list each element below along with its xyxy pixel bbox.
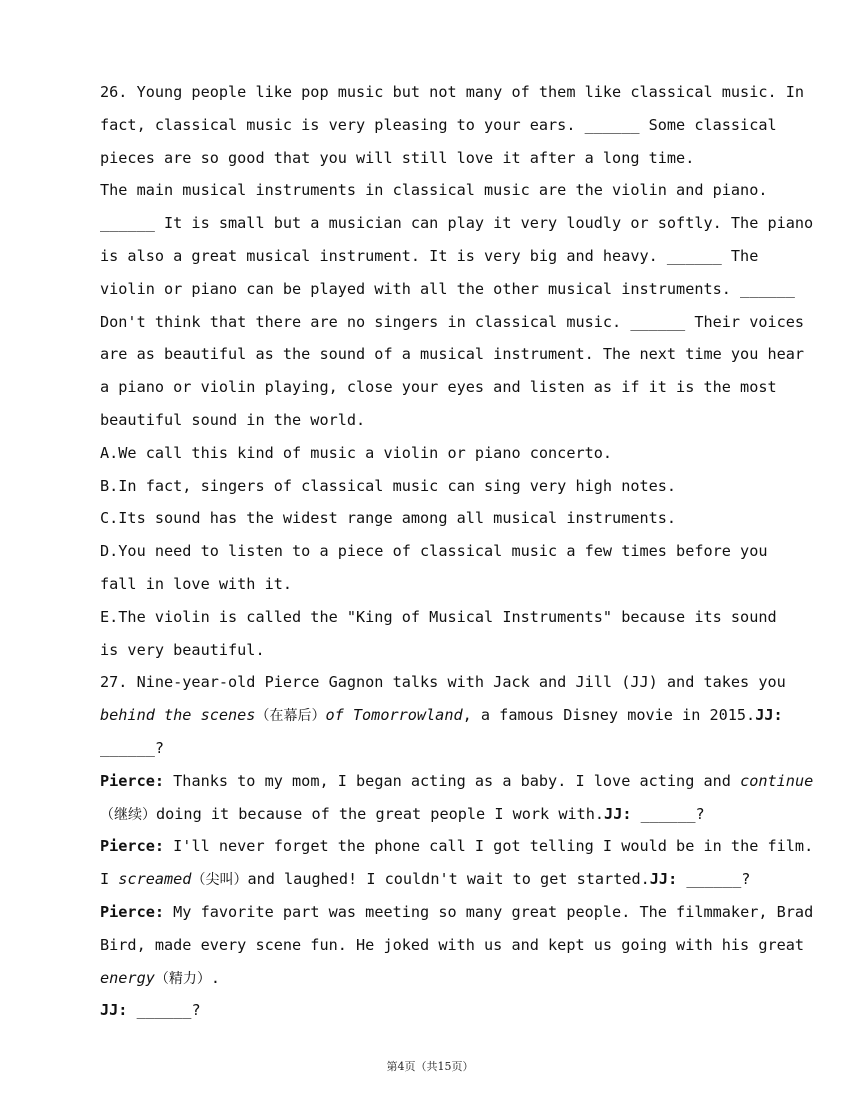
italic-term: energy bbox=[100, 968, 155, 987]
passage-line: Don't think that there are no singers in classical music. ______ Their voices bbox=[100, 312, 805, 331]
italic-term: of Tomorrowland bbox=[325, 706, 463, 725]
pierce-answer-2-cont bbox=[100, 867, 770, 900]
speaker-pierce: Pierce: bbox=[100, 902, 165, 921]
question-26 bbox=[100, 80, 814, 670]
speaker-jj: JJ: bbox=[604, 804, 632, 823]
passage-line: pieces are so good that you will still love it after a long time. bbox=[100, 148, 695, 167]
passage-line: is also a great musical instrument. It is very big and heavy. ______ The bbox=[100, 246, 759, 265]
pierce-answer-3 bbox=[100, 900, 814, 933]
passage-line: 26. Young people like pop music but not many of them like classical music. In bbox=[100, 83, 805, 101]
pierce-answer-2 bbox=[100, 834, 814, 867]
passage-line: violin or piano can be played with all the other musical instruments. ______ bbox=[100, 279, 795, 298]
passage-line: The main musical instruments in classical music are the violin and piano. bbox=[100, 181, 768, 200]
pierce-answer-1-cont bbox=[100, 802, 770, 835]
speaker-pierce: Pierce: bbox=[100, 837, 165, 856]
option-d: D.You need to listen to a piece of classical music a few times before you bbox=[100, 542, 768, 561]
blank: ______? bbox=[677, 870, 751, 889]
page-footer: 第4页（共15页） bbox=[386, 1060, 474, 1073]
option-e: E.The violin is called the "King of Musical Instruments" because its sound bbox=[100, 607, 777, 626]
text: I bbox=[100, 870, 119, 889]
passage-line: fact, classical music is very pleasing to your ears. ______ Some classical bbox=[100, 115, 777, 134]
gloss: （精力） bbox=[154, 970, 211, 987]
speaker-pierce: Pierce: bbox=[100, 771, 165, 790]
blank-line: ______? bbox=[100, 738, 165, 757]
blank: ______? bbox=[127, 1001, 201, 1020]
interview-intro: 27. Nine-year-old Pierce Gagnon talks with Jack and Jill (JJ) and takes you bbox=[100, 673, 786, 692]
gloss: （在幕后） bbox=[255, 708, 326, 725]
option-a: A.We call this kind of music a violin or piano concerto. bbox=[100, 443, 613, 462]
text: , a famous Disney movie in 2015. bbox=[462, 706, 756, 725]
option-e-cont: is very beautiful. bbox=[100, 640, 265, 659]
passage-line: are as beautiful as the sound of a musical instrument. The next time you hear bbox=[100, 345, 805, 364]
gloss: （继续） bbox=[100, 806, 156, 823]
italic-term: continue bbox=[740, 771, 814, 790]
text: . bbox=[210, 968, 221, 987]
passage-line: beautiful sound in the world. bbox=[100, 410, 366, 429]
speaker-jj: JJ: bbox=[755, 706, 783, 725]
passage-line: a piano or violin playing, close your eyes and listen as if it is the most bbox=[100, 378, 777, 397]
text: Thanks to my mom, I began acting as a baby. I love acting and bbox=[164, 771, 741, 790]
jj-question-4 bbox=[100, 998, 770, 1031]
passage-line: ______ It is small but a musician can play it very loudly or softly. The piano bbox=[100, 214, 814, 233]
option-c: C.Its sound has the widest range among all musical instruments. bbox=[100, 509, 677, 528]
question-27 bbox=[100, 670, 814, 1031]
interview-intro-2 bbox=[100, 703, 783, 736]
speaker-jj: JJ: bbox=[649, 870, 678, 889]
italic-term: behind the scenes bbox=[100, 706, 256, 725]
text: My favorite part was meeting so many great people. The filmmaker, Brad bbox=[164, 902, 814, 921]
text: and laughed! I couldn't wait to get started. bbox=[247, 870, 650, 889]
blank: ______? bbox=[631, 804, 705, 823]
gloss: （尖叫） bbox=[191, 872, 248, 889]
text: doing it because of the great people I work with. bbox=[156, 804, 605, 823]
page-content bbox=[100, 80, 814, 1031]
italic-term: screamed bbox=[118, 870, 192, 889]
option-b: B.In fact, singers of classical music can sing very high notes. bbox=[100, 476, 677, 495]
text: I'll never forget the phone call I got telling I would be in the film. bbox=[164, 837, 814, 856]
speaker-jj: JJ: bbox=[100, 1001, 128, 1020]
pierce-answer-3-end bbox=[100, 966, 770, 999]
option-d-cont: fall in love with it. bbox=[100, 574, 293, 593]
pierce-answer-3-cont: Bird, made every scene fun. He joked with us and kept us going with his great bbox=[100, 935, 805, 954]
pierce-answer-1 bbox=[100, 769, 814, 802]
